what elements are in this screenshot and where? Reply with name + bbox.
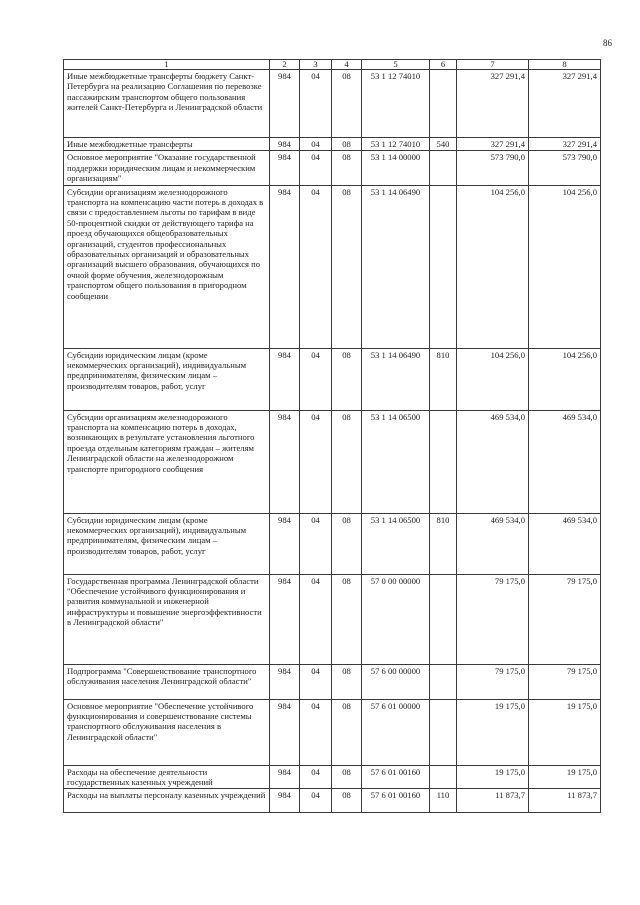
row-section: 04 (300, 789, 332, 813)
row-target-article: 53 1 14 06500 (362, 410, 430, 513)
row-grbs: 984 (270, 138, 300, 151)
row-subsection: 08 (332, 699, 362, 765)
row-sum-1: 11 873,7 (457, 789, 529, 813)
row-grbs: 984 (270, 699, 300, 765)
row-sum-2: 79 175,0 (529, 664, 601, 699)
row-expense-type (430, 664, 457, 699)
row-target-article: 53 1 14 06500 (362, 513, 430, 574)
row-sum-1: 469 534,0 (457, 513, 529, 574)
row-target-article: 53 1 14 06490 (362, 348, 430, 410)
row-expense-type (430, 574, 457, 664)
col-header-2: 2 (270, 60, 300, 70)
row-section: 04 (300, 151, 332, 185)
row-expense-type (430, 185, 457, 348)
row-subsection: 08 (332, 789, 362, 813)
row-subsection: 08 (332, 765, 362, 789)
table-row (64, 664, 601, 699)
row-grbs: 984 (270, 664, 300, 699)
row-grbs: 984 (270, 151, 300, 185)
row-target-article: 53 1 12 74010 (362, 138, 430, 151)
col-header-4: 4 (332, 60, 362, 70)
row-sum-2: 19 175,0 (529, 765, 601, 789)
row-sum-2: 469 534,0 (529, 410, 601, 513)
row-subsection: 08 (332, 185, 362, 348)
table-row (64, 699, 601, 765)
row-sum-1: 79 175,0 (457, 574, 529, 664)
table-row (64, 348, 601, 410)
row-grbs: 984 (270, 410, 300, 513)
row-name: Субсидии организациям железнодорожного транспорта на компенсацию части потерь в доходах в связи с предоставлением льготы по тарифам в виде 50-процентной скидки от действующего тарифа на проезд обучающихся общеобразовательных организаций, студентов профессиональных образовательных организаций и образовательных организаций высшего образования, обучающихся по очной форме обучения, железнодорожным транспортом общего пользования в пригородном сообщении (64, 185, 270, 348)
row-subsection: 08 (332, 138, 362, 151)
row-sum-1: 19 175,0 (457, 699, 529, 765)
row-sum-2: 327 291,4 (529, 70, 601, 138)
table-row (64, 410, 601, 513)
row-sum-2: 573 790,0 (529, 151, 601, 185)
col-header-6: 6 (430, 60, 457, 70)
row-target-article: 57 0 00 00000 (362, 574, 430, 664)
row-subsection: 08 (332, 513, 362, 574)
row-sum-2: 327 291,4 (529, 138, 601, 151)
row-section: 04 (300, 765, 332, 789)
col-header-1: 1 (64, 60, 270, 70)
table-row (64, 185, 601, 348)
row-subsection: 08 (332, 151, 362, 185)
row-sum-1: 327 291,4 (457, 138, 529, 151)
row-expense-type (430, 410, 457, 513)
row-expense-type: 810 (430, 348, 457, 410)
row-subsection: 08 (332, 664, 362, 699)
row-target-article: 57 6 01 00160 (362, 765, 430, 789)
row-name: Подпрограмма "Совершенствование транспортного обслуживания населения Ленинградской области" (64, 664, 270, 699)
row-expense-type: 810 (430, 513, 457, 574)
row-target-article: 53 1 14 06490 (362, 185, 430, 348)
row-sum-1: 573 790,0 (457, 151, 529, 185)
row-section: 04 (300, 699, 332, 765)
row-name: Расходы на выплаты персоналу казенных учреждений (64, 789, 270, 813)
row-expense-type: 540 (430, 138, 457, 151)
table-row (64, 574, 601, 664)
col-header-5: 5 (362, 60, 430, 70)
row-section: 04 (300, 410, 332, 513)
row-subsection: 08 (332, 70, 362, 138)
row-grbs: 984 (270, 185, 300, 348)
row-sum-1: 19 175,0 (457, 765, 529, 789)
row-section: 04 (300, 513, 332, 574)
col-header-7: 7 (457, 60, 529, 70)
row-sum-2: 104 256,0 (529, 185, 601, 348)
row-sum-2: 19 175,0 (529, 699, 601, 765)
row-name: Государственная программа Ленинградской области "Обеспечение устойчивого функционирования и развития коммунальной и инженерной инфраструктуры и повышение энергоэффективности в Ленинградской области" (64, 574, 270, 664)
row-section: 04 (300, 185, 332, 348)
row-expense-type: 110 (430, 789, 457, 813)
table-row (64, 765, 601, 789)
row-sum-2: 469 534,0 (529, 513, 601, 574)
table-row (64, 70, 601, 138)
row-name: Иные межбюджетные трансферты (64, 138, 270, 151)
row-target-article: 57 6 00 00000 (362, 664, 430, 699)
row-sum-2: 104 256,0 (529, 348, 601, 410)
table-row (64, 151, 601, 185)
row-target-article: 53 1 12 74010 (362, 70, 430, 138)
row-section: 04 (300, 70, 332, 138)
row-sum-2: 11 873,7 (529, 789, 601, 813)
row-name: Иные межбюджетные трансферты бюджету Санкт-Петербурга на реализацию Соглашения по перевозке пассажирским транспортом общего пользования жителей Санкт-Петербурга и Ленинградской области (64, 70, 270, 138)
row-section: 04 (300, 348, 332, 410)
row-expense-type (430, 765, 457, 789)
row-name: Расходы на обеспечение деятельности государственных казенных учреждений (64, 765, 270, 789)
col-header-3: 3 (300, 60, 332, 70)
row-subsection: 08 (332, 574, 362, 664)
row-name: Основное мероприятие "Оказание государственной поддержки юридическим лицам и некоммерческим организациям" (64, 151, 270, 185)
page-number: 86 (603, 38, 612, 48)
row-expense-type (430, 70, 457, 138)
row-name: Основное мероприятие "Обеспечение устойчивого функционирования и совершенствование системы транспортного обслуживания населения в Ленинградской области" (64, 699, 270, 765)
row-subsection: 08 (332, 410, 362, 513)
row-subsection: 08 (332, 348, 362, 410)
row-grbs: 984 (270, 765, 300, 789)
row-sum-1: 469 534,0 (457, 410, 529, 513)
row-grbs: 984 (270, 513, 300, 574)
col-header-8: 8 (529, 60, 601, 70)
header-row (64, 60, 601, 70)
row-grbs: 984 (270, 574, 300, 664)
row-name: Субсидии юридическим лицам (кроме некоммерческих организаций), индивидуальным предпринимателям, физическим лицам – производителям товаров, работ, услуг (64, 348, 270, 410)
row-sum-1: 104 256,0 (457, 348, 529, 410)
row-target-article: 57 6 01 00000 (362, 699, 430, 765)
row-grbs: 984 (270, 70, 300, 138)
table-row (64, 513, 601, 574)
row-expense-type (430, 699, 457, 765)
row-section: 04 (300, 664, 332, 699)
row-grbs: 984 (270, 789, 300, 813)
budget-table (63, 59, 601, 813)
table-row (64, 138, 601, 151)
row-sum-1: 79 175,0 (457, 664, 529, 699)
row-target-article: 57 6 01 00160 (362, 789, 430, 813)
row-sum-1: 327 291,4 (457, 70, 529, 138)
row-sum-1: 104 256,0 (457, 185, 529, 348)
row-expense-type (430, 151, 457, 185)
row-section: 04 (300, 138, 332, 151)
row-section: 04 (300, 574, 332, 664)
row-sum-2: 79 175,0 (529, 574, 601, 664)
row-grbs: 984 (270, 348, 300, 410)
row-name: Субсидии юридическим лицам (кроме некоммерческих организаций), индивидуальным предпринимателям, физическим лицам – производителям товаров, работ, услуг (64, 513, 270, 574)
row-target-article: 53 1 14 00000 (362, 151, 430, 185)
table-row (64, 789, 601, 813)
row-name: Субсидии организациям железнодорожного транспорта на компенсацию потерь в доходах, возникающих в результате установления льготного проезда отдельным категориям граждан – жителям Ленинградской области на железнодорожном транспорте пригородного сообщения (64, 410, 270, 513)
